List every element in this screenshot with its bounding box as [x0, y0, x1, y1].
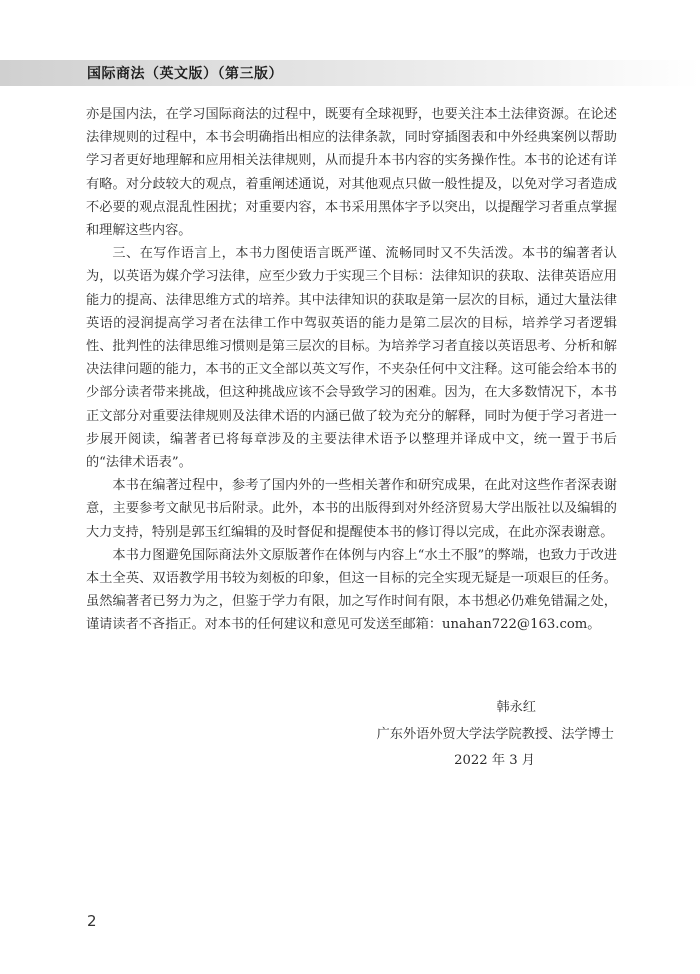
paragraph-acknowledgements: 本书在编著过程中，参考了国内外的一些相关著作和研究成果，在此对这些作者深表谢意，主要参考文献见书后附录。此外，本书的出版得到对外经济贸易大学出版社以及编辑的大力支持，特别是郭玉红编辑的及时督促和提醒使本书的修订得以完成，在此亦深表谢意。 — [86, 478, 617, 540]
running-header-title: 国际商法（英文版）（第三版） — [87, 66, 283, 82]
paragraph-closing: 本书力图避免国际商法外文原版著作在体例与内容上“水土不服”的弊端，也致力于改进本土全英、双语教学用书较为刻板的印象，但这一目标的完全实现无疑是一项艰巨的任务。虽然编著者已努力为之，但鉴于学力有限，加之写作时间有限，本书想必仍难免错漏之处，谨请读者不吝指正。对本书的任何建议和意见可发送至邮箱：unahan722@163.com。 — [86, 547, 617, 633]
page-number: 2 — [87, 912, 97, 930]
author-affiliation: 广东外语外贸大学法学院教授、法学博士 — [376, 727, 614, 742]
paragraph-continuation: 亦是国内法，在学习国际商法的过程中，既要有全球视野，也要关注本土法律资源。在论述法律规则的过程中，本书会明确指出相应的法律条款，同时穿插图表和中外经典案例以帮助学习者更好地理解和应用相关法律规则，从而提升本书内容的实务操作性。本书的论述有详有略。对分歧较大的观点，着重阐述通说，对其他观点只做一般性提及，以免对学习者造成不必要的观点混乱性困扰；对重要内容，本书采用黑体字予以突出，以提醒学习者重点掌握和理解这些内容。 — [86, 107, 617, 239]
author-name: 韩永红 — [496, 700, 536, 715]
body-text — [86, 103, 617, 637]
paragraph-writing-language: 三、在写作语言上，本书力图使语言既严谨、流畅同时又不失活泼。本书的编著者认为，以英语为媒介学习法律，应至少致力于实现三个目标：法律知识的获取、法律英语应用能力的提高、法律思维方式的培养。其中法律知识的获取是第一层次的目标，通过大量法律英语的浸润提高学习者在法律工作中驾驭英语的能力是第二层次的目标，培养学习者逻辑性、批判性的法律思维习惯则是第三层次的目标。为培养学习者直接以英语思考、分析和解决法律问题的能力，本书的正文全部以英文写作，不夹杂任何中文注释。这可能会给本书的少部分读者带来挑战，但这种挑战应该不会导致学习的困难。因为，在大多数情况下，本书正文部分对重要法律规则及法律术语的内涵已做了较为充分的解释，同时为便于学习者进一步展开阅读，编著者已将每章涉及的主要法律术语予以整理并译成中文，统一置于书后的“法律术语表”。 — [86, 246, 617, 471]
signature-date: 2022 年 3 月 — [454, 753, 535, 768]
